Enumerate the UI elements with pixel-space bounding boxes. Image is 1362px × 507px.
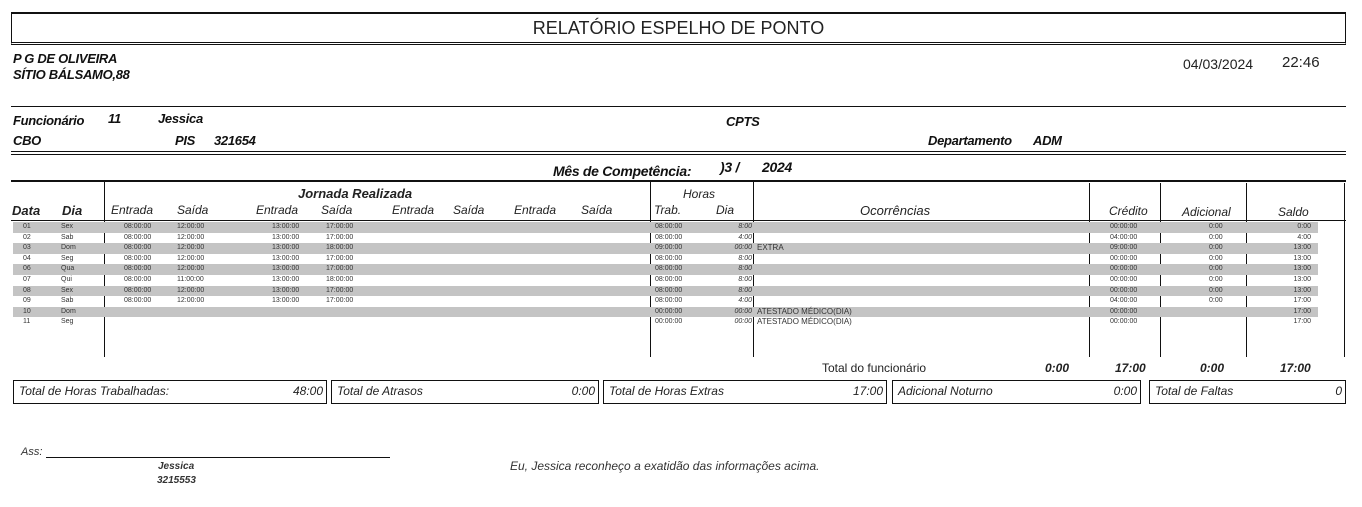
cell-adicional: 0:00 (1209, 265, 1223, 273)
cell-entrada-1: 08:00:00 (124, 223, 152, 230)
cell-entrada-1: 08:00:00 (124, 254, 152, 262)
header-horas-dia: Dia (716, 203, 735, 217)
cell-saida-2: 18:00:00 (326, 244, 354, 252)
cell-saida-2: 17:00:00 (326, 223, 354, 230)
cell-trab: 08:00:00 (655, 275, 683, 283)
cell-credito: 00:00:00 (1110, 254, 1138, 262)
cell-saida-2: 17:00:00 (326, 265, 354, 273)
header-bottom-border (11, 220, 1346, 221)
cell-saida-2: 17:00:00 (326, 286, 354, 294)
cbo-label: CBO (13, 133, 41, 148)
cell-saida-1: 12:00:00 (177, 286, 205, 294)
cell-credito: 00:00:00 (1110, 318, 1138, 326)
table-row (13, 254, 1318, 265)
company-name: P G DE OLIVEIRA (13, 51, 118, 66)
cell-adicional: 0:00 (1209, 244, 1223, 252)
header-horas: Horas (683, 187, 716, 201)
cell-data: 08 (23, 286, 31, 294)
cell-saldo: 13:00 (1293, 244, 1311, 252)
cell-trab: 08:00:00 (655, 254, 683, 262)
cell-trab: 08:00:00 (655, 286, 683, 294)
cell-saida-1: 12:00:00 (177, 254, 205, 262)
header-entrada-4: Entrada (514, 203, 557, 217)
competencia-month: )3 / (720, 159, 740, 175)
summary-horas-trabalhadas (13, 380, 327, 404)
cell-entrada-1: 08:00:00 (124, 244, 152, 252)
cell-saida-2: 17:00:00 (326, 254, 354, 262)
summary-value: 0:00 (1113, 384, 1137, 398)
total-credito: 17:00 (1115, 361, 1146, 375)
header-saida-3: Saída (453, 203, 485, 217)
summary-adicional-noturno (892, 380, 1141, 404)
signature-name: Jessica (158, 461, 195, 472)
summary-value: 0:00 (571, 384, 595, 398)
cell-entrada-2: 13:00:00 (272, 254, 300, 262)
cell-horas-dia: 8:00 (738, 254, 752, 262)
cell-data: 04 (23, 254, 31, 262)
summary-faltas (1149, 380, 1346, 404)
header-ocorrencias: Ocorrências (860, 203, 931, 218)
table-row (13, 307, 1318, 318)
departamento-label: Departamento (928, 133, 1012, 148)
pis-value: 321654 (214, 133, 256, 148)
table-row (13, 296, 1318, 307)
cell-credito: 04:00:00 (1110, 233, 1138, 241)
cell-saida-2: 18:00:00 (326, 275, 354, 283)
cell-credito: 00:00:00 (1110, 265, 1138, 273)
cell-horas-dia: 8:00 (738, 275, 752, 283)
pis-label: PIS (175, 133, 196, 148)
cell-horas-dia: 00:00 (734, 318, 752, 326)
table-row (13, 275, 1318, 286)
company-block (13, 51, 130, 83)
cell-trab: 08:00:00 (655, 297, 683, 305)
cell-dia: Qui (61, 275, 72, 283)
cell-entrada-2: 13:00:00 (272, 244, 300, 252)
cell-saldo: 13:00 (1293, 265, 1311, 273)
total-saldo: 17:00 (1280, 361, 1311, 375)
cell-entrada-2: 13:00:00 (272, 297, 300, 305)
cell-horas-dia: 8:00 (738, 223, 752, 230)
cell-entrada-2: 13:00:00 (272, 275, 300, 283)
cell-credito: 00:00:00 (1110, 286, 1138, 294)
cell-data: 02 (23, 233, 31, 241)
summary-label: Total de Atrasos (337, 384, 423, 398)
cell-data: 06 (23, 265, 31, 273)
cell-saida-1: 12:00:00 (177, 244, 205, 252)
header-trab: Trab. (654, 203, 682, 217)
signature-line (46, 457, 390, 458)
summary-label: Total de Horas Trabalhadas: (19, 384, 170, 398)
cell-trab: 00:00:00 (655, 318, 683, 326)
cell-saida-2: 17:00:00 (326, 297, 354, 305)
cell-saida-1: 11:00:00 (177, 275, 204, 283)
cell-credito: 09:00:00 (1110, 244, 1138, 252)
summary-value: 17:00 (852, 384, 883, 398)
cell-trab: 09:00:00 (655, 244, 683, 252)
cell-entrada-2: 13:00:00 (272, 223, 300, 230)
cell-saldo: 4:00 (1297, 233, 1311, 241)
print-time: 22:46 (1282, 54, 1320, 71)
cell-adicional: 0:00 (1209, 233, 1223, 241)
cell-entrada-1: 08:00:00 (124, 286, 152, 294)
cell-horas-dia: 8:00 (738, 265, 752, 273)
employee-name: Jessica (158, 111, 203, 126)
cell-adicional: 0:00 (1209, 286, 1223, 294)
table-row (13, 233, 1318, 244)
cell-ocorrencia: ATESTADO MÉDICO(DIA) (757, 306, 852, 316)
cell-saida-1: 12:00:00 (177, 223, 205, 230)
cell-saldo: 13:00 (1293, 254, 1311, 262)
header-entrada-3: Entrada (392, 203, 435, 217)
print-date: 04/03/2024 (1183, 56, 1254, 72)
cell-entrada-1: 08:00:00 (124, 265, 152, 273)
table-row (13, 222, 1318, 233)
summary-value: 0 (1335, 384, 1342, 398)
cell-saldo: 17:00 (1293, 307, 1311, 315)
cell-data: 09 (23, 297, 31, 305)
header-saida-2: Saída (321, 203, 353, 217)
summary-value: 48:00 (292, 384, 323, 398)
cell-ocorrencia: ATESTADO MÉDICO(DIA) (757, 317, 852, 327)
cell-entrada-1: 08:00:00 (124, 297, 152, 305)
cell-dia: Sab (61, 233, 74, 241)
cell-adicional: 0:00 (1209, 223, 1223, 230)
timesheet-rows (13, 222, 1318, 328)
table-row (13, 286, 1318, 297)
report-title: RELATÓRIO ESPELHO DE PONTO (11, 12, 1346, 45)
cell-horas-dia: 00:00 (734, 307, 752, 315)
cell-saida-2: 17:00:00 (326, 233, 354, 241)
cell-horas-dia: 4:00 (738, 297, 752, 305)
header-saida-4: Saída (581, 203, 613, 217)
cell-horas-dia: 00:00 (734, 244, 752, 252)
cell-adicional: 0:00 (1209, 297, 1223, 305)
header-entrada-1: Entrada (111, 203, 154, 217)
cell-trab: 08:00:00 (655, 265, 683, 273)
divider-double (11, 151, 1346, 155)
cell-entrada-2: 13:00:00 (272, 233, 300, 241)
cell-horas-dia: 4:00 (738, 233, 752, 241)
summary-label: Total de Horas Extras (609, 384, 724, 398)
company-address: SÍTIO BÁLSAMO,88 (13, 67, 130, 82)
header-dia: Dia (62, 203, 83, 218)
header-entrada-2: Entrada (256, 203, 299, 217)
divider (11, 106, 1346, 107)
summary-label: Total de Faltas (1155, 384, 1234, 398)
cell-data: 03 (23, 244, 31, 252)
cell-dia: Sex (61, 286, 74, 294)
ass-label: Ass: (21, 446, 43, 458)
cell-saldo: 13:00 (1293, 275, 1311, 283)
header-jornada: Jornada Realizada (298, 186, 413, 201)
cell-saida-1: 12:00:00 (177, 297, 205, 305)
cell-dia: Seg (61, 318, 74, 326)
table-row (13, 264, 1318, 275)
competencia-label: Mês de Competência: (553, 163, 692, 179)
total-funcionario-label: Total do funcionário (822, 361, 927, 375)
competencia-year: 2024 (762, 159, 792, 175)
funcionario-label: Funcionário (13, 113, 85, 128)
cell-entrada-1: 08:00:00 (124, 233, 152, 241)
cpts-label: CPTS (726, 114, 760, 129)
header-saida-1: Saída (177, 203, 209, 217)
cell-data: 11 (23, 318, 31, 326)
cell-saldo: 17:00 (1293, 297, 1311, 305)
cell-dia: Sab (61, 297, 74, 305)
cell-saida-1: 12:00:00 (177, 233, 205, 241)
cell-trab: 00:00:00 (655, 307, 683, 315)
cell-data: 07 (23, 275, 31, 283)
signature-statement: Eu, Jessica reconheço a exatidão das informações acima. (510, 459, 820, 473)
cell-dia: Sex (61, 223, 74, 230)
total-adicional: 0:00 (1200, 361, 1225, 375)
cell-trab: 08:00:00 (655, 233, 683, 241)
cell-trab: 08:00:00 (655, 223, 683, 230)
cell-credito: 00:00:00 (1110, 307, 1138, 315)
table-row (13, 243, 1318, 254)
summary-atrasos (331, 380, 599, 404)
table-row (13, 317, 1318, 328)
cell-credito: 04:00:00 (1110, 297, 1138, 305)
col-divider (1344, 183, 1345, 357)
total-v1: 0:00 (1045, 361, 1070, 375)
signature-id: 3215553 (157, 475, 196, 486)
cell-dia: Qua (61, 265, 75, 273)
departamento-value: ADM (1033, 133, 1062, 148)
cell-saida-1: 12:00:00 (177, 265, 205, 273)
header-adicional: Adicional (1182, 205, 1231, 219)
cell-data: 10 (23, 307, 31, 315)
cell-adicional: 0:00 (1209, 254, 1223, 262)
cell-horas-dia: 8:00 (738, 286, 752, 294)
cell-dia: Seg (61, 254, 74, 262)
cell-dia: Dom (61, 244, 76, 252)
header-saldo: Saldo (1278, 205, 1309, 219)
header-credito: Crédito (1109, 204, 1148, 218)
cell-entrada-2: 13:00:00 (272, 265, 300, 273)
cell-data: 01 (23, 223, 31, 230)
employee-id: 11 (108, 111, 121, 126)
cell-credito: 00:00:00 (1110, 275, 1138, 283)
header-data: Data (12, 203, 41, 218)
table-top-border (11, 180, 1346, 182)
cell-credito: 00:00:00 (1110, 223, 1138, 230)
cell-entrada-2: 13:00:00 (272, 286, 300, 294)
cell-adicional: 0:00 (1209, 275, 1223, 283)
cell-saldo: 13:00 (1293, 286, 1311, 294)
summary-label: Adicional Noturno (898, 384, 993, 398)
cell-saldo: 0:00 (1297, 223, 1311, 230)
cell-ocorrencia: EXTRA (757, 243, 784, 253)
summary-horas-extras (603, 380, 887, 404)
cell-dia: Dom (61, 307, 76, 315)
cell-entrada-1: 08:00:00 (124, 275, 152, 283)
cell-saldo: 17:00 (1293, 318, 1311, 326)
